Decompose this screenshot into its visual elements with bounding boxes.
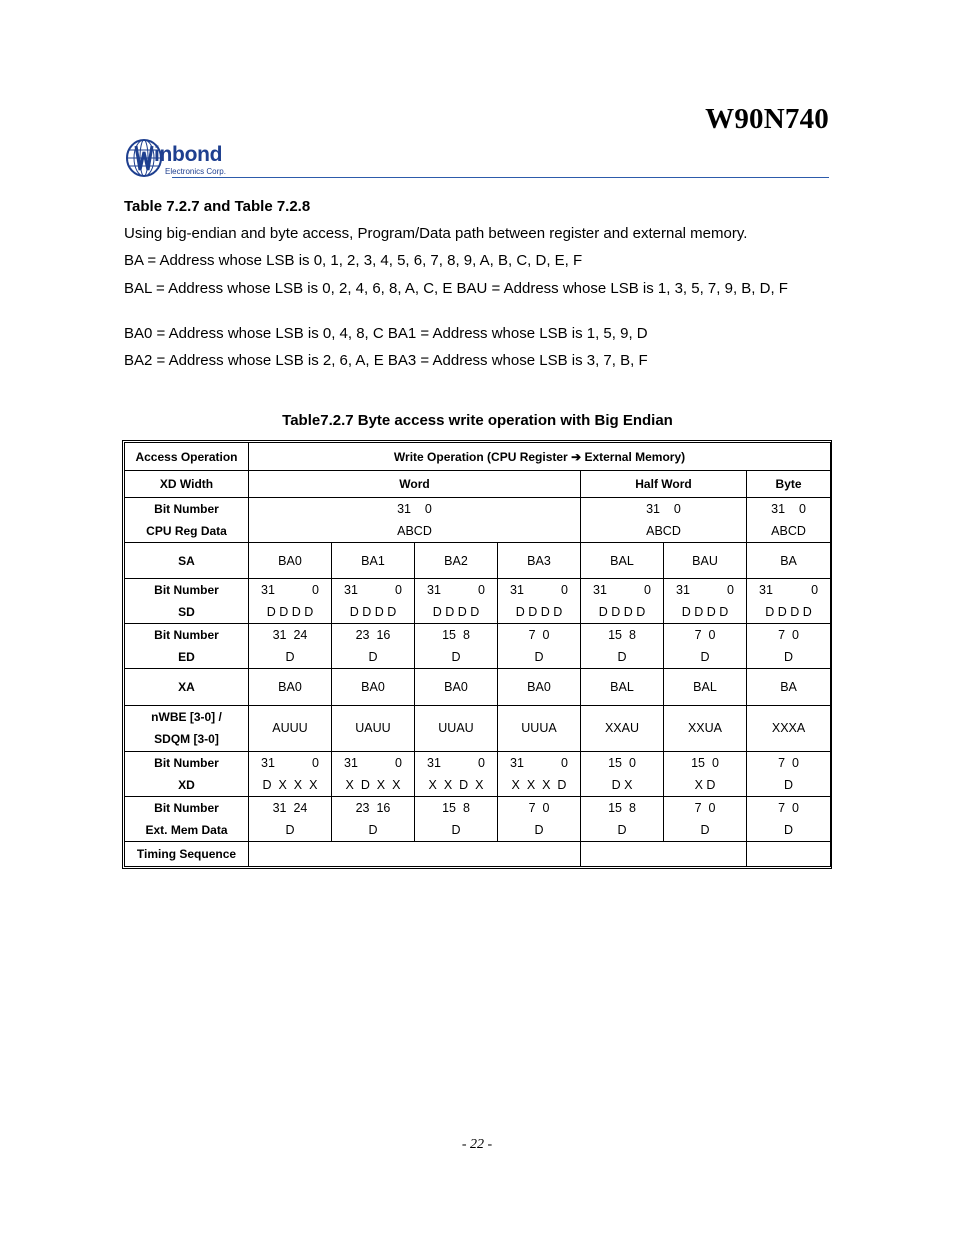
table-row	[125, 543, 831, 579]
xd-cell: 31 0 X X X D	[498, 751, 581, 796]
nwbe-cell: UAUU	[332, 705, 415, 751]
paragraph-bal-bau: BAL = Address whose LSB is 0, 2, 4, 6, 8, A, C, E BAU = Address whose LSB is 1, 3, 5, 7, 9, B, D, F	[124, 280, 788, 297]
xa-cell: BA0	[249, 669, 332, 705]
sd-cell: 31 0 D D D D	[332, 579, 415, 624]
section-heading: Table 7.2.7 and Table 7.2.8	[124, 198, 311, 215]
nwbe-cell: XXUA	[664, 705, 747, 751]
nwbe-cell: UUUA	[498, 705, 581, 751]
byte-label: Byte	[747, 471, 831, 498]
xd-cell: 31 0 X X D X	[415, 751, 498, 796]
ext-mem-cell: 31 24 D	[249, 796, 332, 841]
nwbe-cell: XXAU	[581, 705, 664, 751]
logo-wordmark: inbond	[154, 143, 223, 166]
table-row	[125, 796, 831, 841]
xd-cell: 31 0 X D X X	[332, 751, 415, 796]
xd-cell: 31 0 D X X X	[249, 751, 332, 796]
sa-cell: BAL	[581, 543, 664, 579]
sa-label: SA	[125, 543, 249, 579]
xa-cell: BA0	[332, 669, 415, 705]
ed-cell: 15 8 D	[581, 624, 664, 669]
paragraph-intro: Using big-endian and byte access, Program/Data path between register and external memory.	[124, 225, 748, 242]
byte-access-table	[124, 442, 831, 867]
table-caption: Table7.2.7 Byte access write operation with Big Endian	[282, 412, 673, 429]
sd-cell: 31 0 D D D D	[747, 579, 831, 624]
access-operation-label: Access Operation	[125, 443, 249, 471]
xa-cell: BA0	[498, 669, 581, 705]
cpu-reg-half: 31 0 ABCD	[581, 498, 747, 543]
xa-cell: BA	[747, 669, 831, 705]
paragraph-ba: BA = Address whose LSB is 0, 1, 2, 3, 4, 5, 6, 7, 8, 9, A, B, C, D, E, F	[124, 252, 583, 269]
sd-cell: 31 0 D D D D	[498, 579, 581, 624]
timing-sequence-label: Timing Sequence	[125, 841, 249, 866]
nwbe-cell: XXXA	[747, 705, 831, 751]
cpu-reg-label: Bit Number CPU Reg Data	[125, 498, 249, 543]
table-row	[125, 471, 831, 498]
nwbe-label: nWBE [3-0] / SDQM [3-0]	[125, 705, 249, 751]
ed-label: Bit Number ED	[125, 624, 249, 669]
xa-cell: BAL	[664, 669, 747, 705]
ext-mem-cell: 15 8 D	[415, 796, 498, 841]
header-rule	[172, 177, 829, 178]
xd-cell: 15 0 D X	[581, 751, 664, 796]
sa-cell: BA	[747, 543, 831, 579]
table-row	[125, 579, 831, 624]
nwbe-cell: UUAU	[415, 705, 498, 751]
ext-mem-cell: 7 0 D	[747, 796, 831, 841]
table-row	[125, 841, 831, 866]
ext-mem-cell: 7 0 D	[664, 796, 747, 841]
sa-cell: BA2	[415, 543, 498, 579]
paragraph-ba0-ba1: BA0 = Address whose LSB is 0, 4, 8, C BA1 = Address whose LSB is 1, 5, 9, D	[124, 325, 648, 342]
cpu-reg-byte: 31 0 ABCD	[747, 498, 831, 543]
ed-cell: 31 24 D	[249, 624, 332, 669]
xa-cell: BA0	[415, 669, 498, 705]
sa-cell: BA0	[249, 543, 332, 579]
document-code: W90N740	[705, 103, 829, 135]
sd-cell: 31 0 D D D D	[415, 579, 498, 624]
table-frame	[122, 440, 832, 869]
ed-cell: 7 0 D	[498, 624, 581, 669]
table-row	[125, 498, 831, 543]
ed-cell: 7 0 D	[664, 624, 747, 669]
xa-cell: BAL	[581, 669, 664, 705]
xd-width-label: XD Width	[125, 471, 249, 498]
winbond-logo	[126, 138, 251, 180]
cpu-reg-word: 31 0 ABCD	[249, 498, 581, 543]
table-row	[125, 751, 831, 796]
sa-cell: BAU	[664, 543, 747, 579]
ed-cell: 15 8 D	[415, 624, 498, 669]
timing-byte-cell	[747, 841, 831, 866]
word-label: Word	[249, 471, 581, 498]
xa-label: XA	[125, 669, 249, 705]
sd-cell: 31 0 D D D D	[664, 579, 747, 624]
table-row	[125, 705, 831, 751]
table-row	[125, 624, 831, 669]
sd-cell: 31 0 D D D D	[581, 579, 664, 624]
ed-cell: 23 16 D	[332, 624, 415, 669]
sa-cell: BA1	[332, 543, 415, 579]
write-operation-label: Write Operation (CPU Register ➔ External Memory)	[249, 443, 831, 471]
xd-label: Bit Number XD	[125, 751, 249, 796]
ext-mem-cell: 7 0 D	[498, 796, 581, 841]
logo-subtitle: Electronics Corp.	[165, 167, 226, 176]
table-row	[125, 669, 831, 705]
paragraph-ba2-ba3: BA2 = Address whose LSB is 2, 6, A, E BA3 = Address whose LSB is 3, 7, B, F	[124, 352, 648, 369]
nwbe-cell: AUUU	[249, 705, 332, 751]
ext-mem-cell: 15 8 D	[581, 796, 664, 841]
table-row	[125, 443, 831, 471]
half-word-label: Half Word	[581, 471, 747, 498]
timing-half-cell	[581, 841, 747, 866]
sa-cell: BA3	[498, 543, 581, 579]
sd-label: Bit Number SD	[125, 579, 249, 624]
xd-cell: 15 0 X D	[664, 751, 747, 796]
ext-mem-cell: 23 16 D	[332, 796, 415, 841]
ext-mem-label: Bit Number Ext. Mem Data	[125, 796, 249, 841]
page-number: - 22 -	[461, 1137, 493, 1152]
timing-word-cell	[249, 841, 581, 866]
xd-cell: 7 0 D	[747, 751, 831, 796]
sd-cell: 31 0 D D D D	[249, 579, 332, 624]
ed-cell: 7 0 D	[747, 624, 831, 669]
